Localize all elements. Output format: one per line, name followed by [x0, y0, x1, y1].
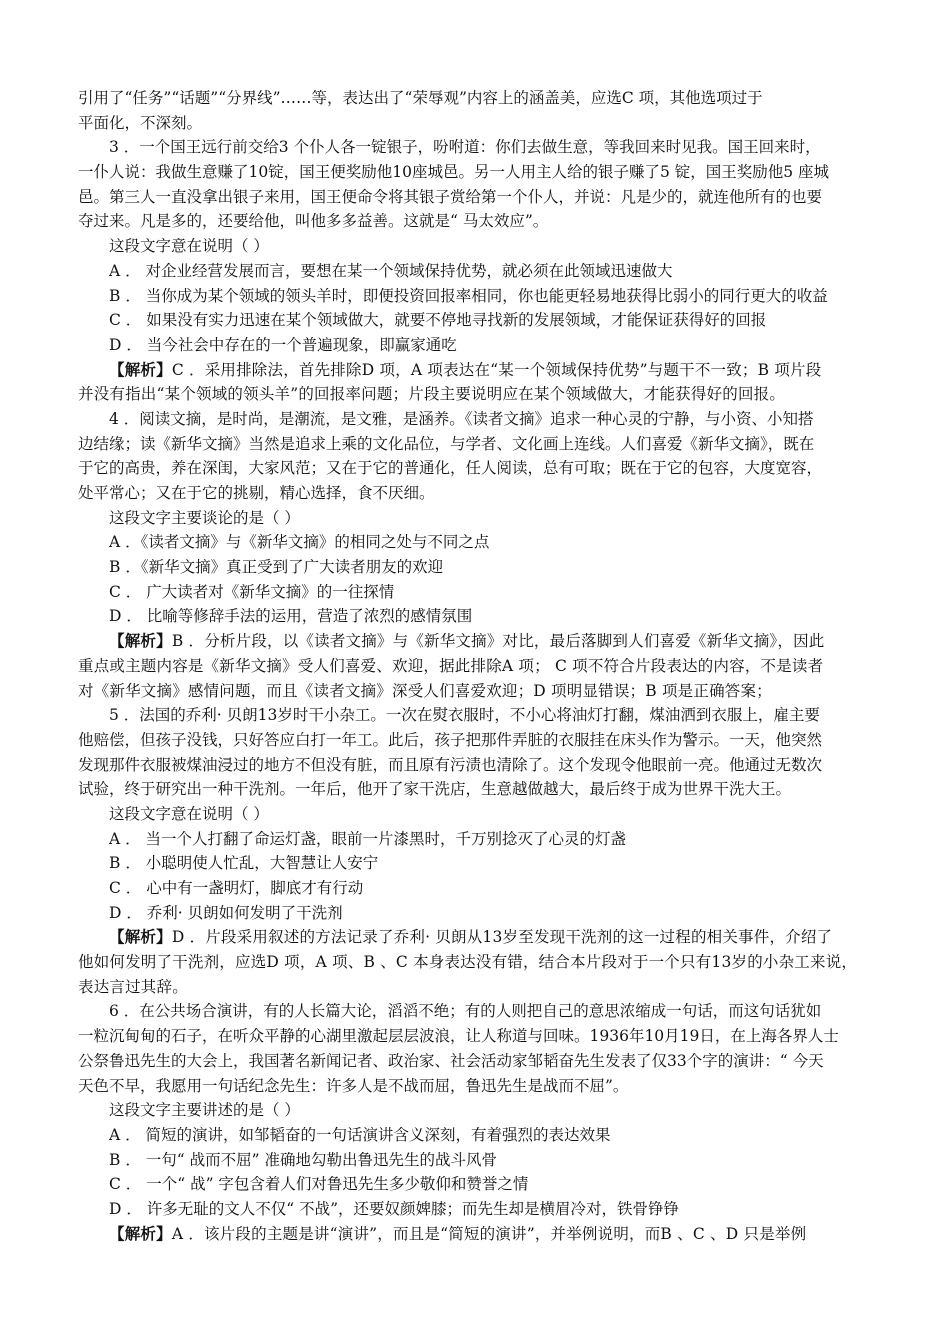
question-3-line: 夺过来。凡是多的，还要给他，叫他多多益善。这就是“ 马太效应”。 [78, 212, 549, 231]
question-4-option-c: C ． 广大读者对《新华文摘》的一往探情 [109, 582, 395, 601]
text-line: 平面化，不深刻。 [78, 113, 203, 132]
question-6-prompt: 这段文字主要讲述的是（ ） [109, 1101, 300, 1120]
analysis-text: B ．分析片段，以《读者文摘》与《新华文摘》对比，最后落脚到人们喜爱《新华文摘》，因此 [171, 632, 825, 651]
question-5-option-c: C ． 心中有一盏明灯，脚底才有行动 [109, 879, 364, 897]
question-5-option-b: B ． 小聪明使人忙乱，大智慧让人安宁 [109, 854, 379, 873]
question-5-analysis-line: 表达言过其辞。 [78, 977, 188, 996]
analysis-label: 【解析】 [109, 631, 172, 651]
question-4-option-d: D ． 比喻等修辞手法的运用，营造了浓烈的感情氛围 [109, 607, 473, 626]
question-6-line: 天色不早，我愿用一句话纪念先生：许多人是不战而屈，鲁迅先生是战而不屈”。 [78, 1076, 629, 1095]
analysis-text: A ．该片段的主题是讲“演讲”，而且是“简短的演讲”，并举例说明，而B 、C 、D 只是举例 [171, 1224, 807, 1243]
question-5-option-d: D ． 乔利· 贝朗如何发明了干洗剂 [109, 903, 343, 922]
question-4-line: 处平常心；又在于它的挑剔，精心选择，食不厌细。 [78, 484, 435, 502]
question-4-line: 4 ．阅读文摘，是时尚，是潮流，是文雅，是涵养。《读者文摘》追求一种心灵的宁静，与小资、小知搭 [109, 409, 814, 428]
document-page [78, 86, 878, 1246]
question-5-line: 他赔偿，但孩子没钱，只好答应白打一年工。此后，孩子把那件弄脏的衣服挂在床头作为警示。一天，他突然 [78, 730, 823, 749]
question-4-analysis-line: 对《新华文摘》感情问题，而且《读者文摘》深受人们喜爱欢迎；D 项明显错误；B 项是正确答案； [78, 681, 772, 700]
question-6-option-c: C ． 一个“ 战” 字包含着人们对鲁迅先生多少敬仰和赞誉之情 [109, 1175, 529, 1194]
question-5-option-a: A ． 当一个人打翻了命运灯盏，眼前一片漆黑时，千万别捻灭了心灵的灯盏 [109, 829, 627, 848]
question-3-option-a: A ． 对企业经营发展而言，要想在某一个领域保持优势，就必须在此领域迅速做大 [109, 261, 673, 280]
question-4-line: 边结缘；读《新华文摘》当然是追求上乘的文化品位，与学者、文化画上连线。人们喜爱《新华文摘》，既在 [78, 434, 815, 453]
question-3-analysis-line: 并没有指出“某个领域的领头羊”的回报率问题；片段主要说明应在某个领域做大，才能获得好的回报。 [78, 385, 786, 404]
question-5-analysis-line: 他如何发明了干洗剂，应选D 项，A 项、B 、C 本身表达没有错，结合本片段对于一个只有13岁的小杂工来说， [78, 953, 858, 972]
question-3-option-d: D ． 当今社会中存在的一个普遍现象，即赢家通吃 [109, 335, 457, 354]
analysis-text: C ．采用排除法，首先排除D 项，A 项表达在“某一个领域保持优势”与题干不一致；B 项片段 [171, 360, 822, 379]
question-4-option-a: A ．《读者文摘》与《新华文摘》的相同之处与不同之点 [109, 533, 490, 552]
question-3-analysis [78, 358, 878, 383]
question-4-option-b: B ．《新华文摘》真正受到了广大读者朋友的欢迎 [109, 558, 444, 577]
question-5-line: 试验，终于研究出一种干洗剂。一年后，他开了家干洗店，生意越做越大，最后终于成为世界干洗大王。 [78, 780, 792, 799]
question-5-line: 发现那件衣服被煤油浸过的地方不但没有脏，而且原有污渍也清除了。这个发现令他眼前一亮。他通过无数次 [78, 755, 823, 774]
question-5-analysis [78, 925, 878, 950]
question-3-option-b: B ． 当你成为某个领域的领头羊时，即便投资回报率相同，你也能更轻易地获得比弱小的同行更大的收益 [109, 286, 828, 305]
question-6-line: 一粒沉甸甸的石子，在听众平静的心湖里激起层层波浪，让人称道与回味。1936年10月19日，在上海各界人士 [78, 1027, 839, 1046]
question-6-line: 公祭鲁迅先生的大会上，我国著名新闻记者、政治家、社会活动家邹韬奋先生发表了仅33个字的演讲：“ 今天 [78, 1051, 824, 1070]
question-3-line: 邑。第三人一直没拿出银子来用，国王便命令将其银子赏给第一个仆人，并说：凡是少的，就连他所有的也要 [78, 187, 823, 206]
question-4-analysis-line: 重点或主题内容是《新华文摘》受人们喜爱、欢迎，据此排除A 项； C 项不符合片段表达的内容，不是读者 [78, 656, 824, 675]
analysis-text: D ．片段采用叙述的方法记录了乔利· 贝朗从13岁至发现干洗剂的这一过程的相关事件，介绍了 [171, 928, 833, 947]
question-6-option-d: D ． 许多无耻的文人不仅“ 不战”，还要奴颜婢膝；而先生却是横眉冷对，铁骨铮铮 [109, 1199, 680, 1218]
question-3-line: 一仆人说：我做生意赚了10锭，国王便奖励他10座城邑。另一人用主人给的银子赚了5 锭，国王奖励他5 座城 [78, 163, 830, 182]
question-6-line: 6 ．在公共场合演讲，有的人长篇大论，滔滔不绝；有的人则把自己的意思浓缩成一句话，而这句话犹如 [109, 1002, 822, 1021]
question-5-prompt: 这段文字意在说明（ ） [109, 804, 269, 823]
text-line: 引用了“任务”“话题”“分界线”……等，表达出了“荣辱观”内容上的涵盖美，应选C 项，其他选项过于 [78, 89, 763, 107]
question-3-prompt: 这段文字意在说明（ ） [109, 237, 269, 256]
question-5-line: 5 ．法国的乔利· 贝朗13岁时干小杂工。一次在熨衣服时，不小心将油灯打翻，煤油洒到衣服上，雇主要 [109, 706, 820, 725]
question-3-option-c: C ． 如果没有实力迅速在某个领域做大，就要不停地寻找新的发展领域，才能保证获得好的回报 [109, 311, 767, 330]
question-6-analysis [78, 1222, 878, 1247]
analysis-label: 【解析】 [109, 359, 172, 379]
question-6-option-a: A ． 简短的演讲，如邹韬奋的一句话演讲含义深刻，有着强烈的表达效果 [109, 1125, 611, 1144]
analysis-label: 【解析】 [109, 1223, 172, 1243]
analysis-label: 【解析】 [109, 927, 172, 947]
question-4-line: 于它的高贵，养在深闺，大家风范；又在于它的普通化，任人阅读，总有可取；既在于它的包容，大度宽容， [78, 459, 823, 478]
question-4-analysis [78, 629, 878, 654]
question-3-line: 3 ．一个国王远行前交给3 个仆人各一锭银子，吩咐道：你们去做生意，等我回来时见我。国王回来时， [109, 138, 821, 157]
question-6-option-b: B ． 一句“ 战而不屈” 准确地勾勒出鲁迅先生的战斗风骨 [109, 1150, 497, 1169]
question-4-prompt: 这段文字主要谈论的是（ ） [109, 508, 300, 527]
